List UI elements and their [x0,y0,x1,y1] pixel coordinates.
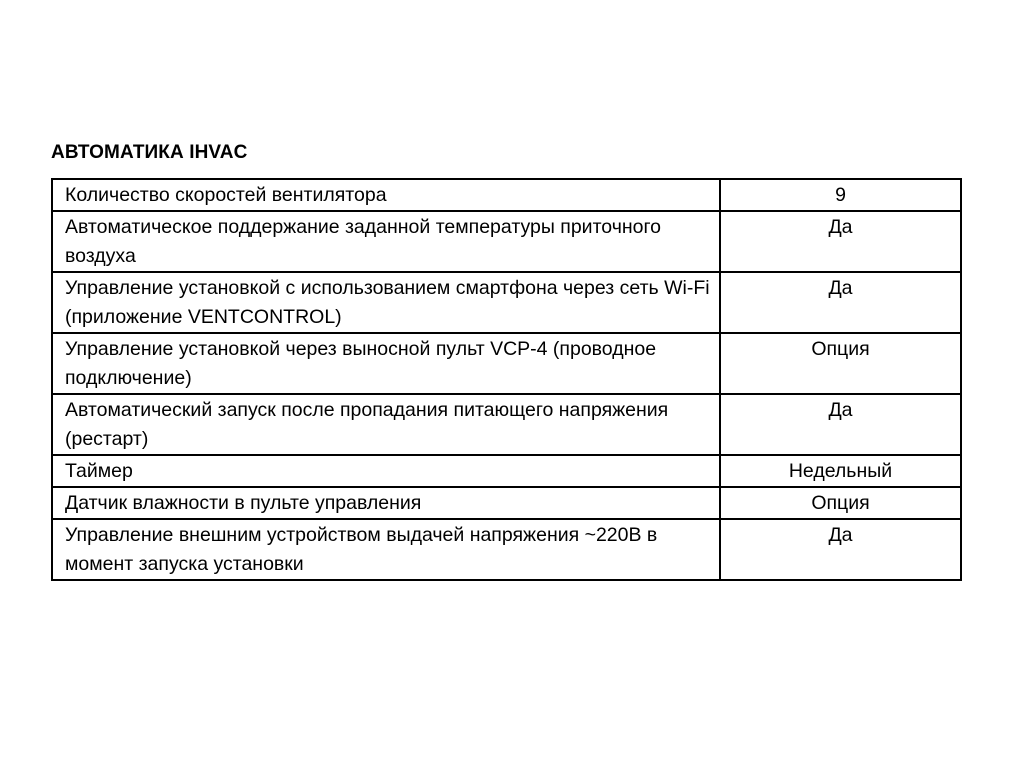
section-title: АВТОМАТИКА IHVAC [51,142,248,163]
row-label: Количество скоростей вентилятора [52,179,720,211]
row-label: Автоматический запуск после пропадания питающего напряжения (рестарт) [52,394,720,455]
spec-table [51,178,962,581]
row-label: Таймер [52,455,720,487]
row-label: Управление установкой через выносной пульт VCP-4 (проводное подключение) [52,333,720,394]
row-label: Датчик влажности в пульте управления [52,487,720,519]
row-label: Управление внешним устройством выдачей напряжения ~220В в момент запуска установки [52,519,720,580]
table-row [52,455,961,487]
row-label: Автоматическое поддержание заданной температуры приточного воздуха [52,211,720,272]
row-value: Да [720,211,961,272]
row-value: Да [720,394,961,455]
row-value: Опция [720,333,961,394]
table-row [52,394,961,455]
row-value: Да [720,519,961,580]
row-label: Управление установкой с использованием смартфона через сеть Wi-Fi (приложение VENTCONTROL) [52,272,720,333]
row-value: Недельный [720,455,961,487]
table-row [52,179,961,211]
table-row [52,272,961,333]
table-row [52,333,961,394]
row-value: Да [720,272,961,333]
table-row [52,487,961,519]
row-value: 9 [720,179,961,211]
row-value: Опция [720,487,961,519]
table-row [52,519,961,580]
table-row [52,211,961,272]
